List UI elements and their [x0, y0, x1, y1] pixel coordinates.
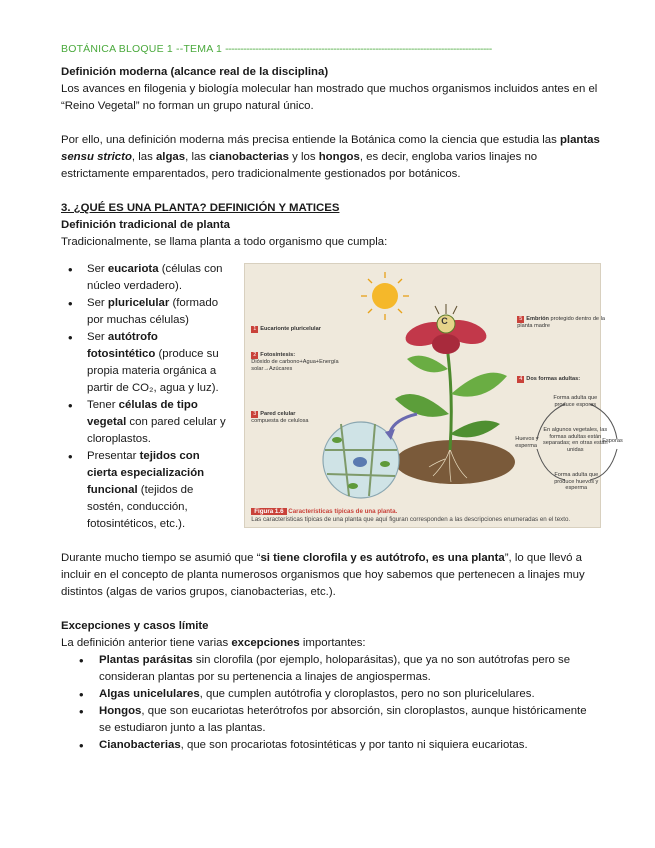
- list-item: • Ser autótrofo fotosintético (produce su propia materia orgánica a partir de CO₂, agua y luz).: [87, 329, 226, 397]
- features-row: [61, 261, 623, 533]
- page-header: [61, 41, 581, 58]
- label-c-letter: C: [441, 316, 448, 326]
- traditional-definition-subtitle: Definición tradicional de planta: [61, 219, 230, 231]
- exceptions-list: [61, 652, 601, 754]
- flower: [403, 304, 489, 354]
- header-label: BOTÁNICA BLOQUE 1 --TEMA 1: [61, 43, 226, 55]
- after-figure-paragraph: Durante mucho tiempo se asumió que “si tiene clorofila y es autótrofo, es una planta”, lo que llevó a incluir en el concepto de planta numerosos organismos que hoy sabemos que pertenecen a linajes muy distintos (algas de varios grupos, cianobacterias, etc.).: [61, 552, 585, 598]
- cycle-left: Huevos y esperma: [515, 436, 539, 449]
- exceptions-title: Excepciones y casos límite: [61, 620, 209, 632]
- traditional-intro: Tradicionalmente, se llama planta a todo organismo que cumpla:: [61, 236, 388, 248]
- section-3-heading: 3. ¿QUÉ ES UNA PLANTA? DEFINICIÓN Y MATICES: [61, 202, 340, 214]
- exceptions-intro: La definición anterior tiene varias excepciones importantes:: [61, 637, 366, 649]
- leaf: [395, 394, 449, 417]
- list-item: • Tener células de tipo vegetal con pared celular y cloroplastos.: [87, 397, 226, 448]
- list-item: • Ser eucariota (células con núcleo verdadero).: [87, 261, 226, 295]
- sun-icon: [361, 272, 409, 320]
- soil-mound: [395, 440, 515, 484]
- header-dashes: -----------------------------------------------------------------------------------------: [225, 43, 492, 55]
- document-page: [61, 41, 623, 754]
- label-photosynthesis: 2 Fotosíntesis: Dióxido de carbono+Agua+Energía solar→Azúcares: [251, 352, 339, 372]
- modern-paragraph-2: Por ello, una definición moderna más precisa entiende la Botánica como la ciencia que estudia las plantas sensu stricto, las algas, las cianobacterias y los hongos, es decir, engloba varios linajes no estrictamente emparentados, pero tradicionalmente gestionados por botánicos.: [61, 134, 600, 180]
- modern-paragraph-1: Los avances en filogenia y biología molecular han mostrado que muchos organismos incluidos antes en el “Reino Vegetal” no forman un grupo natural único.: [61, 83, 598, 112]
- plant-characteristics-figure: [244, 263, 623, 528]
- cycle-right: Esporas: [602, 438, 623, 444]
- list-item: • Cianobacterias, que son procariotas fotosintéticas y por tanto ni siquiera eucariotas.: [99, 737, 601, 754]
- list-item: • Algas unicelulares, que cumplen autótrofia y cloroplastos, pero no son pluricelulares.: [99, 686, 601, 703]
- leaf: [451, 373, 507, 397]
- label-embryo: 5 Embrión protegido dentro de la planta madre: [517, 316, 605, 329]
- figure-caption: Figura 1.6 Características típicas de una planta. Las características típicas de una planta que aquí figuran corresponden a las descripciones enumeradas en el texto.: [251, 508, 571, 523]
- cycle-top: Forma adulta que produce esporas: [553, 395, 598, 408]
- modern-definition-title: Definición moderna (alcance real de la disciplina): [61, 66, 329, 78]
- list-item: • Hongos, que son eucariotas heterótrofos por absorción, sin cloroplastos, aunque históricamente se estudiaron junto a las plantas.: [99, 703, 601, 737]
- list-item: • Plantas parásitas sin clorofila (por ejemplo, holoparásitas), que ya no son autótrofas pero se consideran plantas por su pertenencia a linajes de angiospermas.: [99, 652, 601, 686]
- label-cell-wall: 3 Pared celular compuesta de celulosa: [251, 411, 309, 424]
- plant-features-list: [61, 261, 226, 533]
- list-item: • Ser pluricelular (formado por muchas células): [87, 295, 226, 329]
- cycle-bottom: Forma adulta que produce huevos y esperma: [554, 472, 599, 491]
- list-item: • Presentar tejidos con cierta especialización funcional (tejidos de sostén, conducción, fotosintéticos, etc.).: [87, 448, 226, 533]
- leaf: [450, 421, 500, 438]
- leaf: [407, 356, 448, 373]
- label-eucariote: 1 Eucarionte pluricelular: [253, 326, 321, 332]
- label-two-forms: 4 Dos formas adultas:: [519, 376, 581, 382]
- cycle-middle: En algunos vegetales, las formas adultas están separadas; en otras están unidas: [542, 427, 608, 453]
